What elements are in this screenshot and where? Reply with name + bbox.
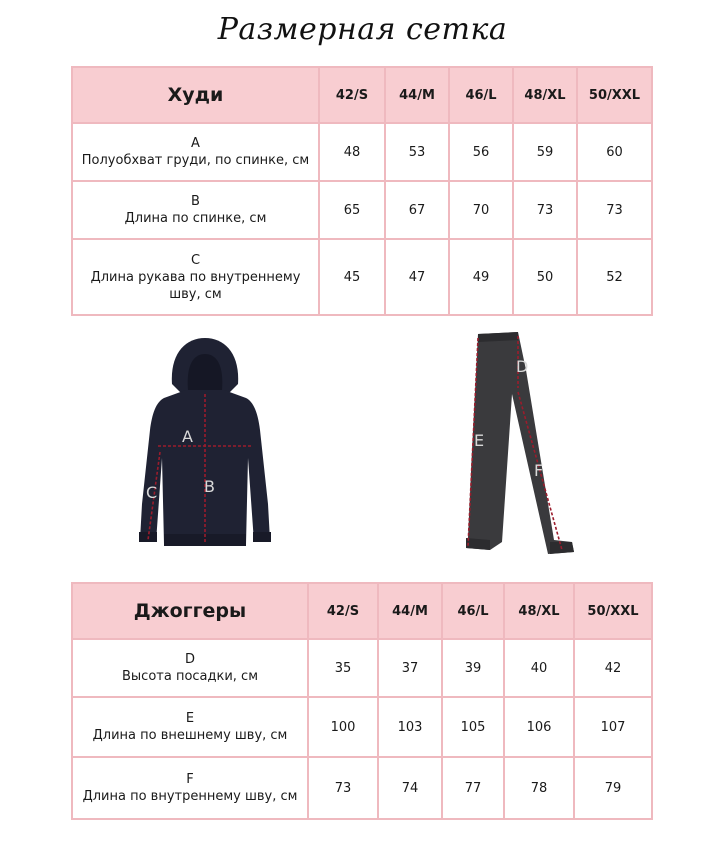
size-value: 50 (513, 239, 577, 315)
size-value: 42 (574, 639, 652, 697)
measurement-label (72, 757, 308, 819)
measurement-letter: A (191, 136, 200, 151)
page-title: Размерная сетка (217, 12, 508, 47)
size-header: 48/XL (504, 583, 574, 639)
measurement-label (72, 239, 319, 315)
jogger-illustration (450, 330, 590, 560)
size-value: 100 (308, 697, 378, 757)
size-header: 50/XXL (577, 67, 652, 123)
table-header-row (72, 583, 652, 639)
table-row (72, 239, 652, 315)
figure-letter-c: C (146, 483, 158, 502)
size-value: 73 (308, 757, 378, 819)
size-header: 50/XXL (574, 583, 652, 639)
table-row (72, 757, 652, 819)
size-value: 74 (378, 757, 442, 819)
table-header-row (72, 67, 652, 123)
size-value: 67 (385, 181, 449, 239)
measurement-letter: F (186, 772, 194, 787)
hoodie-illustration (130, 334, 280, 556)
table-row (72, 639, 652, 697)
size-value: 53 (385, 123, 449, 181)
measurement-label (72, 697, 308, 757)
table-row (72, 123, 652, 181)
size-header: 44/M (385, 67, 449, 123)
figure-letter-b: B (204, 477, 215, 496)
size-value: 45 (319, 239, 385, 315)
size-header: 46/L (449, 67, 513, 123)
measurement-description: Полуобхват груди, по спинке, см (81, 153, 310, 168)
size-value: 105 (442, 697, 504, 757)
figure-letter-e: E (474, 431, 485, 450)
measurement-letter: B (191, 194, 200, 209)
size-header: 44/M (378, 583, 442, 639)
measurement-description: Длина рукава по внутреннему шву, см (90, 269, 301, 302)
jogger-size-table (71, 582, 653, 820)
size-value: 60 (577, 123, 652, 181)
size-value: 107 (574, 697, 652, 757)
size-value: 70 (449, 181, 513, 239)
figure-letter-a: A (182, 427, 193, 446)
measurement-label (72, 123, 319, 181)
size-value: 40 (504, 639, 574, 697)
size-value: 49 (449, 239, 513, 315)
figure-letter-d: D (516, 357, 529, 376)
size-value: 65 (319, 181, 385, 239)
hoodie-table-title: Худи (72, 67, 319, 123)
measurement-label (72, 181, 319, 239)
size-header: 42/S (319, 67, 385, 123)
size-header: 42/S (308, 583, 378, 639)
measurement-label (72, 639, 308, 697)
size-header: 46/L (442, 583, 504, 639)
measurement-letter: D (184, 652, 195, 667)
table-row (72, 181, 652, 239)
measurement-description: Высота посадки, см (121, 669, 259, 684)
size-value: 73 (577, 181, 652, 239)
size-header: 48/XL (513, 67, 577, 123)
size-value: 52 (577, 239, 652, 315)
measurement-description: Длина по внутреннему шву, см (82, 789, 298, 804)
size-value: 79 (574, 757, 652, 819)
size-value: 48 (319, 123, 385, 181)
size-value: 59 (513, 123, 577, 181)
measurement-letter: E (185, 711, 195, 726)
measurement-letter: C (190, 252, 201, 268)
jogger-table-title: Джоггеры (72, 583, 308, 639)
figure-letter-f: F (534, 461, 544, 480)
size-value: 47 (385, 239, 449, 315)
size-value: 77 (442, 757, 504, 819)
hoodie-size-table (71, 66, 653, 316)
table-row (72, 697, 652, 757)
size-value: 73 (513, 181, 577, 239)
measurement-description: Длина по внешнему шву, см (92, 728, 288, 743)
size-value: 103 (378, 697, 442, 757)
size-value: 37 (378, 639, 442, 697)
size-value: 39 (442, 639, 504, 697)
size-value: 56 (449, 123, 513, 181)
size-value: 106 (504, 697, 574, 757)
size-value: 78 (504, 757, 574, 819)
measurement-description: Длина по спинке, см (124, 211, 267, 226)
size-value: 35 (308, 639, 378, 697)
